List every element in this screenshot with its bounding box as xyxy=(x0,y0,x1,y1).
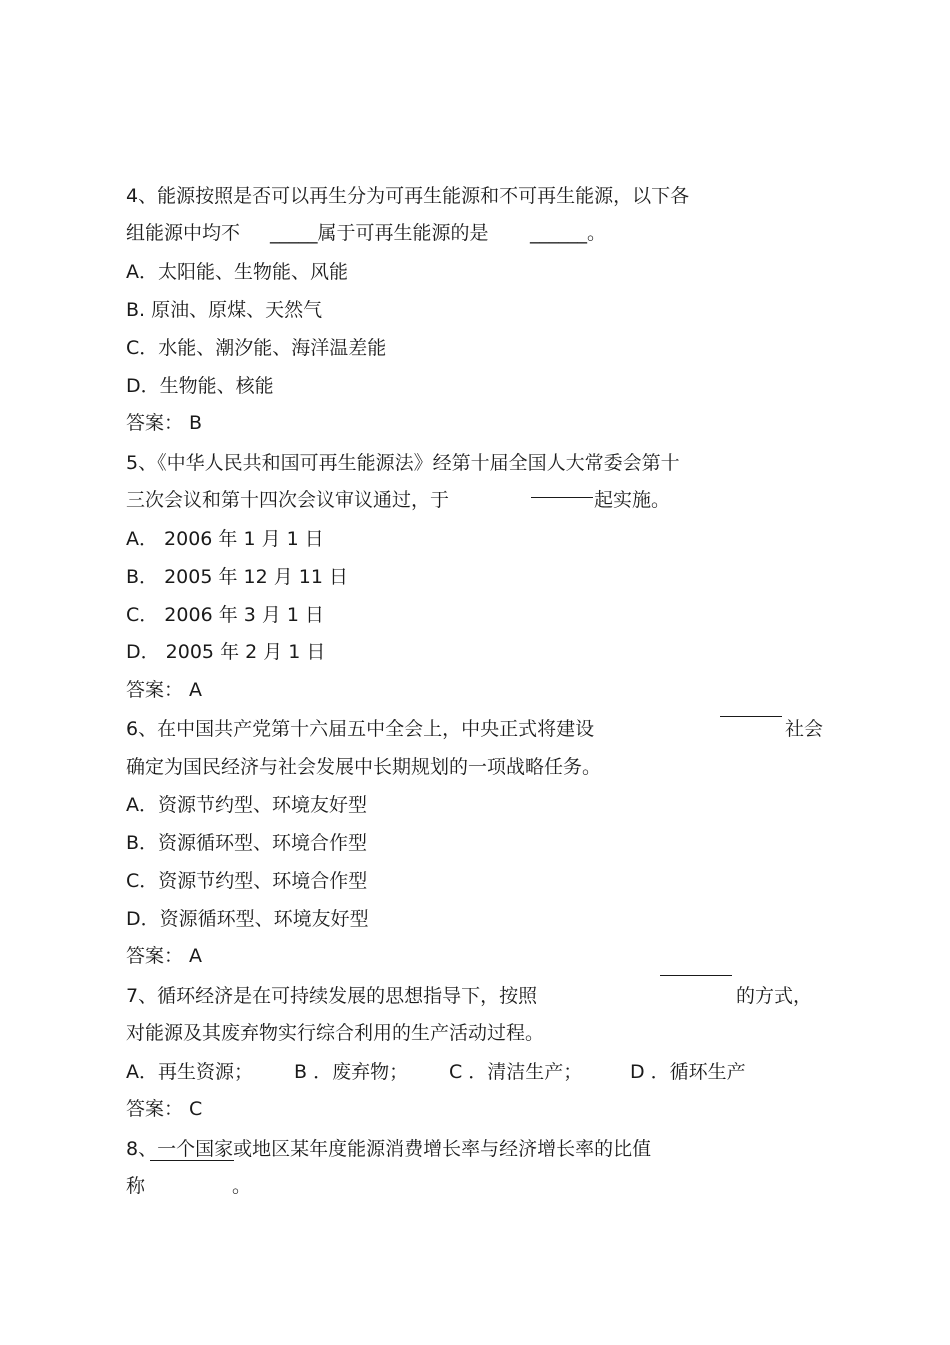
q8-stem-line-2-a: 称 xyxy=(126,1175,146,1197)
q7-answer: 答案： C xyxy=(126,1098,203,1120)
q4-option-d: D．生物能、核能 xyxy=(126,375,274,397)
q6-option-a: A．资源节约型、环境友好型 xyxy=(126,794,367,816)
q8-stem-line-1: 8、一个国家或地区某年度能源消费增长率与经济增长率的比值 xyxy=(126,1138,652,1160)
q5-option-b: B． 2005 年 12 月 11 日 xyxy=(126,566,348,588)
q5-stem-line-2-a: 三次会议和第十四次会议审议通过，于 xyxy=(126,489,450,511)
q6-option-d: D．资源循环型、环境友好型 xyxy=(126,908,369,930)
q5-stem-line-1: 5、《中华人民共和国可再生能源法》经第十届全国人大常委会第十 xyxy=(126,452,680,474)
q4-option-c: C．水能、潮汐能、海洋温差能 xyxy=(126,337,387,359)
q7-stem-line-2: 对能源及其废弃物实行综合利用的生产活动过程。 xyxy=(126,1022,545,1044)
q5-option-d: D． 2005 年 2 月 1 日 xyxy=(126,641,326,663)
q4-option-a: A．太阳能、生物能、风能 xyxy=(126,261,348,283)
q4-answer: 答案： B xyxy=(126,412,203,434)
q5-blank-line xyxy=(531,497,593,498)
q4-stem-line-2-b: _____属于可再生能源的是 xyxy=(270,222,489,244)
q7-option-a: A．再生资源； xyxy=(126,1061,253,1083)
q5-answer: 答案： A xyxy=(126,679,203,701)
q4-option-b: B. 原油、原煤、天然气 xyxy=(126,299,323,321)
q7-option-b: B ．废弃物； xyxy=(294,1061,409,1083)
q7-stem-line-1-b: 的方式， xyxy=(736,985,813,1007)
q6-stem-line-1-b: 社会 xyxy=(785,718,824,740)
q5-option-a: A． 2006 年 1 月 1 日 xyxy=(126,528,324,550)
q6-answer: 答案： A xyxy=(126,945,203,967)
q6-stem-line-2: 确定为国民经济与社会发展中长期规划的一项战略任务。 xyxy=(126,756,602,778)
q4-stem-line-2-c: ______。 xyxy=(530,222,607,244)
q7-option-d: D ．循环生产 xyxy=(630,1061,746,1083)
q4-stem-line-1: 4、能源按照是否可以再生分为可再生能源和不可再生能源，以下各 xyxy=(126,185,690,207)
q7-option-c: C ．清洁生产； xyxy=(449,1061,583,1083)
q6-stem-line-1-a: 6、在中国共产党第十六届五中全会上，中央正式将建设 xyxy=(126,718,595,740)
q7-blank-line xyxy=(660,975,732,976)
q5-option-c: C． 2006 年 3 月 1 日 xyxy=(126,604,325,626)
q6-option-c: C．资源节约型、环境合作型 xyxy=(126,870,368,892)
q6-option-b: B．资源循环型、环境合作型 xyxy=(126,832,368,854)
q8-stem-line-2-b: 。 xyxy=(232,1175,252,1197)
q4-stem-line-2-a: 组能源中均不 xyxy=(126,222,241,244)
q5-stem-line-2-b: 起实施。 xyxy=(594,489,671,511)
q7-stem-line-1-a: 7、循环经济是在可持续发展的思想指导下，按照 xyxy=(126,985,538,1007)
q6-blank-line xyxy=(720,716,782,717)
q8-underline xyxy=(150,1160,234,1161)
